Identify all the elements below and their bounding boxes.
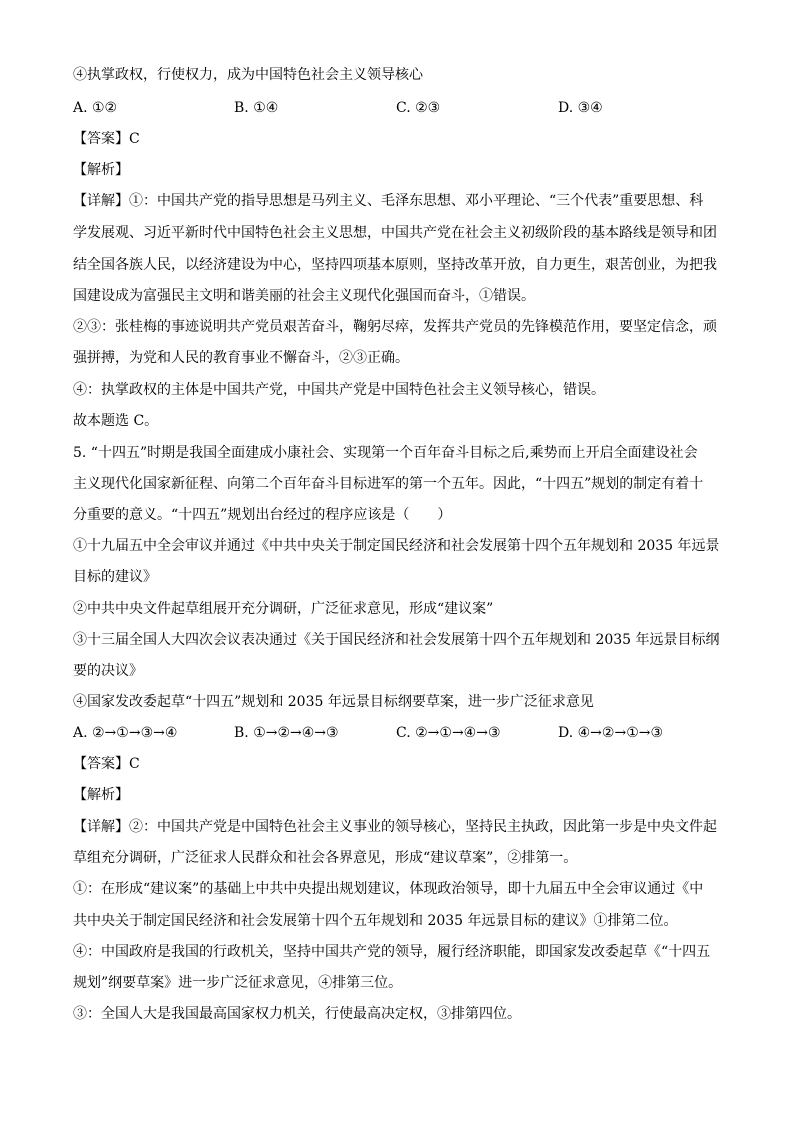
q5-option-2: ②中共中央文件起草组展开充分调研，广泛征求意见，形成“建议案”: [73, 601, 494, 617]
q4-detail-line: ②③：张桂梅的事迹说明共产党员艰苦奋斗，鞠躬尽瘁，发挥共产党员的先锋模范作用，要坚定信念，顽: [73, 319, 717, 335]
q4-choice-c: C. ②③: [396, 100, 441, 116]
q4-analysis-heading: 【解析】: [73, 162, 129, 178]
q5-detail-line: ①：在形成“建议案”的基础上中共中央提出规划建议，体现政治领导，即十九届五中全会审议通过《中: [73, 881, 704, 897]
q4-option-4: ④执掌政权，行使权力，成为中国特色社会主义领导核心: [73, 67, 423, 83]
q4-answer: 【答案】C: [73, 131, 140, 147]
q5-choice-b: B. ①→②→④→③: [234, 725, 339, 741]
q4-choice-d: D. ③④: [558, 100, 603, 116]
q5-detail-line: 共中央关于制定国民经济和社会发展第十四个五年规划和 2035 年远景目标的建议》①排第二位。: [73, 913, 678, 929]
q5-detail-line: ③：全国人大是我国最高国家权力机关，行使最高决定权，③排第四位。: [73, 1006, 521, 1022]
q5-stem-line: 主义现代化国家新征程、向第二个百年奋斗目标进军的第一个五年。因此，“十四五”规划的制定有着十: [73, 476, 704, 492]
q4-detail-line: 强拼搏，为党和人民的教育事业不懈奋斗，②③正确。: [73, 350, 409, 366]
q5-option-1: ①十九届五中全会审议并通过《中共中央关于制定国民经济和社会发展第十四个五年规划和 2035 年远景: [73, 538, 720, 554]
q4-detail-line: 国建设成为富强民主文明和谐美丽的社会主义现代化强国而奋斗，①错误。: [73, 288, 535, 304]
q5-detail-line: 规划”纲要草案》进一步广泛征求意见，④排第三位。: [73, 975, 403, 991]
q5-detail-line: ④：中国政府是我国的行政机关，坚持中国共产党的领导，履行经济职能，即国家发改委起草《“十四五: [73, 944, 711, 960]
q5-option-4: ④国家发改委起草“十四五”规划和 2035 年远景目标纲要草案，进一步广泛征求意见: [73, 694, 594, 710]
q4-detail-line: 学发展观、习近平新时代中国特色社会主义思想，中国共产党在社会主义初级阶段的基本路线是领导和团: [73, 225, 717, 241]
q5-detail-line: 【详解】②：中国共产党是中国特色社会主义事业的领导核心，坚持民主执政，因此第一步是中央文件起: [73, 819, 717, 835]
q5-stem-line: 5. “十四五”时期是我国全面建成小康社会、实现第一个百年奋斗目标之后,乘势而上开启全面建设社会: [73, 445, 698, 461]
q5-option-3: ③十三届全国人大四次会议表决通过《关于国民经济和社会发展第十四个五年规划和 2035 年远景目标纲: [73, 632, 720, 648]
q4-conclusion: 故本题选 C。: [73, 413, 159, 429]
q5-stem-line: 分重要的意义。“十四五”规划出台经过的程序应该是（ ）: [73, 507, 452, 523]
q4-choice-b: B. ①④: [234, 100, 279, 116]
q4-detail-line: 【详解】①：中国共产党的指导思想是马列主义、毛泽东思想、邓小平理论、“三个代表”重要思想、科: [73, 193, 704, 209]
q4-detail-line: 结全国各族人民，以经济建设为中心，坚持四项基本原则，坚持改革开放，自力更生，艰苦创业，为把我: [73, 257, 717, 273]
q4-detail-line: ④：执掌政权的主体是中国共产党，中国共产党是中国特色社会主义领导核心，错误。: [73, 382, 605, 398]
q5-choice-c: C. ②→①→④→③: [396, 725, 501, 741]
q5-detail-line: 草组充分调研，广泛征求人民群众和社会各界意见，形成“建议草案”，②排第一。: [73, 850, 578, 866]
q5-choice-a: A. ②→①→③→④: [73, 725, 178, 741]
q5-option-3-cont: 要的决议》: [73, 663, 143, 679]
q5-choice-d: D. ④→②→①→③: [558, 725, 664, 741]
q4-choice-a: A. ①②: [73, 100, 118, 116]
q5-option-1-cont: 目标的建议》: [73, 569, 157, 585]
q5-analysis-heading: 【解析】: [73, 787, 129, 803]
q5-answer: 【答案】C: [73, 756, 140, 772]
